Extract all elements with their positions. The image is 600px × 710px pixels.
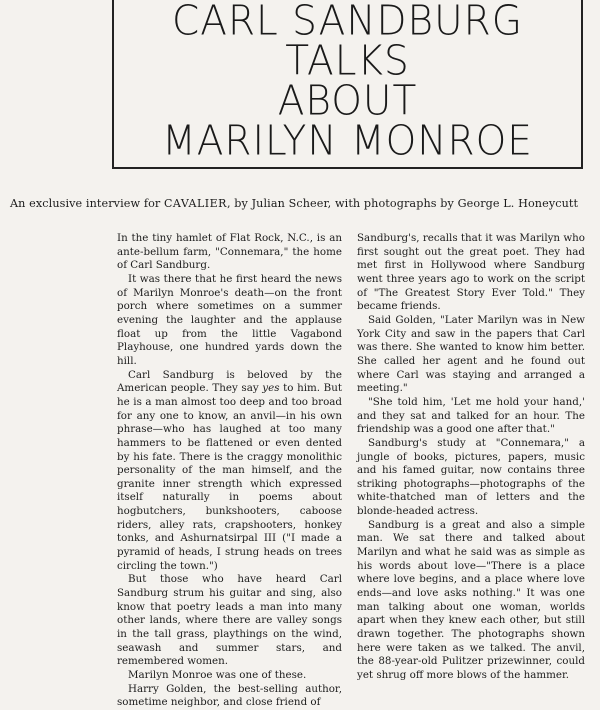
byline-pre: An exclusive interview for bbox=[10, 197, 165, 210]
right-column bbox=[357, 232, 585, 683]
title-line: ABOUT bbox=[277, 77, 418, 126]
paragraph: Marilyn Monroe was one of these. bbox=[128, 669, 307, 681]
title-line: TALKS bbox=[285, 37, 410, 86]
emphasis-text: yes bbox=[262, 382, 280, 395]
paragraph-text: Carl Sandburg is beloved by the American people. They say bbox=[117, 368, 342, 395]
left-column bbox=[117, 232, 342, 710]
title-frame-left-rule bbox=[112, 0, 114, 168]
paragraph: In the tiny hamlet of Flat Rock, N.C., is an ante-bellum farm, "Connemara," the home of Carl Sandburg. bbox=[117, 232, 342, 272]
paragraph: Harry Golden, the best-selling author, sometime neighbor, and close friend of bbox=[117, 682, 342, 709]
paragraph: "She told him, 'Let me hold your hand,' and they sat and talked for an hour. The friendship was a good one after that." bbox=[357, 395, 585, 436]
title-line: MARILYN MONROE bbox=[162, 117, 533, 166]
article-title bbox=[120, 0, 575, 166]
byline bbox=[10, 197, 590, 210]
byline-post: , by Julian Scheer, with photographs by George L. Honeycutt bbox=[226, 197, 579, 210]
title-frame-right-rule bbox=[581, 0, 583, 168]
paragraph: It was there that he first heard the news of Marilyn Monroe's death—on the front porch where sometimes on a summer evening the laughter and the applause float up from the little Vagabond Playhouse, one hundred yards down the hill. bbox=[117, 272, 342, 367]
title-line: CARL SANDBURG bbox=[172, 0, 523, 46]
paragraph: Sandburg's study at "Connemara," a jungle of books, pictures, papers, music and his famed guitar, now contains three striking photographs—photographs of the white-thatched man of letters and the blonde-headed actress. bbox=[357, 436, 585, 518]
paragraph: Sandburg is a great and also a simple man. We sat there and talked about Marilyn and what he said was as simple as his words about love—"There is a place where love begins, and a place where love ends—and love asks nothing." It was one man talking about one woman, worlds apart when they knew each other, but still drawn together. The photographs shown here were taken as we talked. The anvil, the 88-year-old Pulitzer prizewinner, could yet shrug off more blows of the hammer. bbox=[357, 518, 585, 681]
title-frame-bottom-rule bbox=[112, 167, 583, 169]
paragraph bbox=[117, 369, 342, 574]
magazine-name: CAVALIER bbox=[164, 197, 227, 210]
paragraph: Sandburg's, recalls that it was Marilyn who first sought out the great poet. They had met first in Hollywood where Sandburg went three years ago to work on the script of "The Greatest Story Ever Told." They became friends. bbox=[357, 232, 585, 313]
paragraph: But those who have heard Carl Sandburg strum his guitar and sing, also know that poetry leads a man into many other lands, where there are valley songs in the tall grass, playthings on the wind, seawash and summer stars, and remembered women. bbox=[117, 573, 342, 668]
paragraph: Said Golden, "Later Marilyn was in New York City and saw in the papers that Carl was there. She wanted to know him better. She called her agent and he found out where Carl was staying and arranged a meeting." bbox=[357, 313, 585, 395]
paragraph-text: to him. But he is a man almost too deep and too broad for any one to know, an anvil—in his own phrase—who has laughed at too many hammers to be flattened or even dented by his fate. There is the craggy monolithic personality of the man himself, and the granite inner strength which expressed itself naturally in poems about hogbutchers, bunkshooters, caboose riders, alley rats, crapshooters, honkey tonks, and Ashurnatsirpal III ("I made a pyramid of heads, I strung heads on trees circling the town.") bbox=[117, 382, 342, 572]
